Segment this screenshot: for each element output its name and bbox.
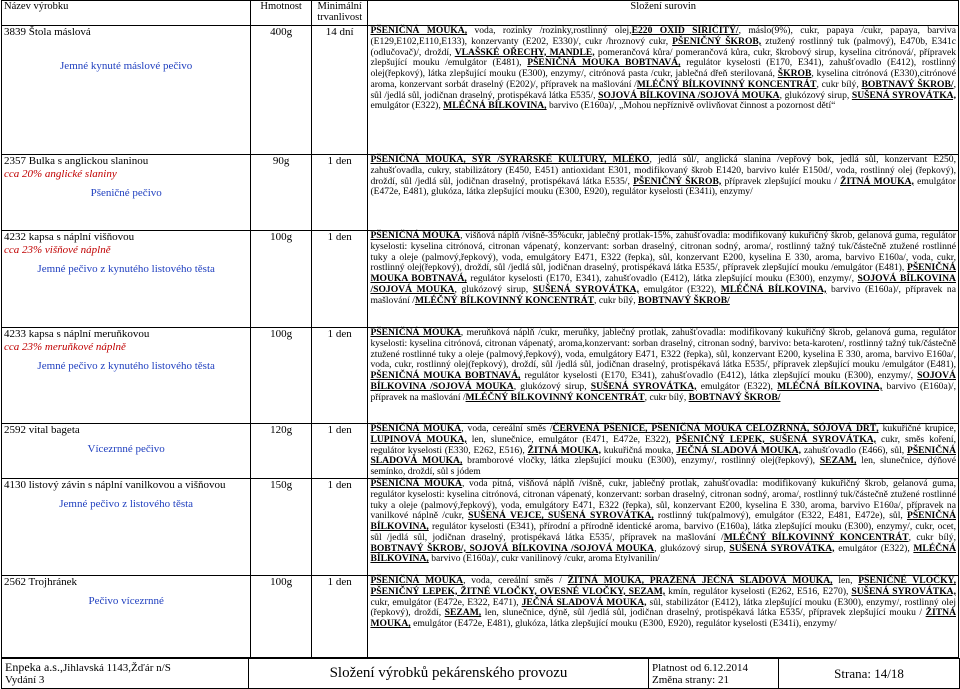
edition: Vydání 3 [5,674,45,686]
allergen-text: SUŠENÁ SYROVÁTKA, [532,283,639,295]
product-name-cell [2,155,251,231]
ingredient-text: , cukr bílý, [816,78,862,90]
ingredient-text: zahušťovadlo (E466), sůl, [801,444,907,456]
table-row [2,26,959,155]
ingredient-text: kmín, regulátor kyselosti (E262, E516, E270), [665,585,852,597]
product-mass: 100g [251,231,312,328]
ingredient-text: kukuřičné krupice, [878,423,956,434]
ingredient-text: len, slunečnice, dýně, sůl /jedlá sůl, jodičnan draselný, protispékavá látka E535/, přípravek zlepšující mouku / [481,607,926,619]
allergen-text: SUŠENÁ VEJCE, SUŠENÁ SYROVÁTKA, [468,510,654,522]
allergen-text: BOBTNAVÝ ŠKROB/ [638,294,730,306]
product-category: Jemné pečivo z listového těsta [59,498,194,510]
ingredient-text: bramborové vločky, látka zlepšující mouku (E300), enzymy/, rostlinný olej(řepkový), [462,455,820,467]
product-table [1,0,959,658]
product-category: Vícezrnné pečivo [87,443,165,455]
ingredient-text: emulgátor (E322), [370,100,444,112]
allergen-text: MLÉČNÁ BÍLKOVINA, [443,100,547,112]
allergen-text: SOJOVÁ BÍLKOVINA /SOJOVÁ MOUKA [598,89,780,101]
filling-percentage: cca 23% višňové náplně [4,244,111,256]
ingredient-text: len, slunečnice, emulgátor (E471, E472e, E322), [466,433,676,445]
product-mass: 100g [251,576,312,658]
ingredient-text: , višňová náplň /višně-35%cukr, jablečný protlak-15%, zahušťovadla: modifikovaný kukuřičný škrob, gelanová guma, regulátor kyselosti: kyselina citrónová, citronan vápenatý, konzervant: sorban draselný, citronan sodný, aroma/, rostlinný tažný tuk/částečně ztužené rostlinné tuky a oleje (palmový,řepkový), voda, emulgátory E471, E322 (řepka), sůl, konzervant E200, kyselina E 330, aroma, barvivo E160a/, voda, cukr, rostlinný olej(řepkový), droždí, sůl /jedlá sůl, jodičnan draselný, protispékavá látka E535/, přípravek zlepšující mouku /emulgátor (E481), [370,230,956,274]
min-shelf-life: 1 den [311,479,368,576]
allergen-text: SEZAM, [819,455,857,467]
ingredient-text: , voda, cereální směs / [461,423,553,434]
product-category: Jemné pečivo z kynutého listového těsta [37,263,215,275]
allergen-text: ČERVENÁ PŠENICE, PŠENIČNÁ MOUKA CELOZRNNÁ, SÓJOVÁ DRŤ, [552,423,879,434]
allergen-text: JEČNÁ SLADOVÁ MOUKA, [676,444,802,456]
allergen-text: MLÉČNÁ BÍLKOVINA, [777,380,883,392]
allergen-text: ŽITNÁ MOUKA, [840,175,914,187]
allergen-text: BOBTNAVÝ ŠKROB/, SOJOVÁ BÍLKOVINA /SOJOVÁ MOUKA [370,542,655,554]
ingredient-text: cukr, emulgátor (E472e, E322, E471), [370,596,522,608]
allergen-text: PŠENIČNÁ MOUKA [370,230,461,241]
filling-percentage: cca 20% anglické slaniny [4,168,117,180]
min-shelf-life: 1 den [311,155,368,231]
ingredient-text: barvivo (E160a)/, přípravek na mašlování / [370,283,956,306]
ingredient-text: , kyselina citrónová (E330),citrónové aroma, konzervant sorbát draselný (E202)/, přípravek na mašlování / [370,68,956,90]
table-header-row [2,1,959,26]
ingredient-text: barvivo (E160a)/, přípravek na mašlování / [370,380,956,403]
ingredient-text: cukr, směs koření, regulátor kyselosti (E330, E262, E516), [370,433,956,456]
ingredient-text: , cukr bílý, [644,391,689,403]
ingredient-text: , sůl /jedlá sůl, jodičnan draselný, protispékavá látka E535/, [370,78,956,101]
allergen-text: VLAŠSKÉ OŘECHY, MANDLE, [454,46,595,58]
product-title: 2592 vital bageta [4,424,80,436]
ingredient-text: sůl, stabilizátor (E412), látka zlepšující mouku (E300), enzymy/, rostlinný olej (řepkový), droždí, [370,596,956,619]
ingredient-text: voda, rozinky /rozinky,rostlinný olej, [467,25,632,36]
footer-table [1,658,960,689]
allergen-text: PŠENIČNÁ MOUKA, SÝR /SYRAŘSKÉ KULTURY, MLÉKO [370,154,650,165]
ingredient-text: , máslo(9%), cukr, papaya /cukr, papaya, barviva (E129,E102,E110,E133), konzervanty (E202, E330)/, cukr /hroznový cukr, [370,25,956,47]
product-category: Jemné pečivo z kynutého listového těsta [37,360,215,372]
allergen-text: MLÉČNÁ BÍLKOVINA, [370,542,956,565]
footer-page-number: Strana: 14/18 [779,659,960,689]
valid-from: Platnost od 6.12.2014 [652,661,748,674]
table-row [2,328,959,424]
allergen-text: MLÉČNÝ BÍLKOVINNÝ KONCENTRÁT [465,391,645,403]
col-header-mass: Hmotnost [251,1,312,26]
allergen-text: SOJOVÁ BÍLKOVINA /SOJOVÁ MOUKA [370,370,956,392]
product-title: 2562 Trojhránek [4,576,78,588]
product-mass: 100g [251,328,312,424]
allergen-text: PŠENIČNÉ VLOČKY, PŠENIČNÝ LEPEK, ŽITNÉ VLOČKY, OVESNÉ VLOČKY, SEZAM, [370,575,957,597]
allergen-text: ŠKROB [777,68,812,79]
ingredients-cell [368,576,959,658]
allergen-text: BOBTNAVÝ ŠKROB/ [861,78,954,90]
min-shelf-life: 1 den [311,424,368,479]
min-shelf-life: 1 den [311,576,368,658]
allergen-text: SUŠENÁ SYROVÁTKA, [729,542,835,554]
ingredients-cell [368,231,959,328]
allergen-text: PŠENIČNÝ ŠKROB, [633,175,722,187]
allergen-text: MLÉČNÝ BÍLKOVINNÝ KONCENTRÁT [636,78,817,90]
allergen-text: SUŠENÁ SYROVÁTKA, [590,380,697,392]
product-category: Pšeničné pečivo [90,187,162,199]
footer-company [2,659,249,689]
ingredient-text: rostlinný tuk(palmový), emulgátor (E322, E481, E472e), sůl, [653,510,907,522]
ingredient-text: barvivo (E160a)/, „Mohou nepříznivě ovlivňovat činnost a pozornost dětí“ [546,100,836,112]
ingredients-cell [368,155,959,231]
ingredient-text: kukuřičná mouka, [600,444,677,456]
product-title: 2357 Bulka s anglickou slaninou [4,155,149,167]
filling-percentage: cca 23% meruňkové náplně [4,341,126,353]
ingredient-text: , voda, cereální směs / [463,575,568,586]
col-header-name: Název výrobku [2,1,251,26]
product-title: 4233 kapsa s náplní meruňkovou [4,328,150,340]
allergen-text: SEZAM, [444,607,482,619]
allergen-text: JEČNÁ SLADOVÁ MOUKA, [521,596,647,608]
ingredient-text: ztužený rostlinný tuk (palmový), E470b, E341c (odlučovač)/, droždí, [370,35,956,58]
ingredient-text: regulátor kyselosti (E341), přírodní a přírodně identické aroma, barvivo (E160a), látka zlepšující mouku (E300), enzymy/, cukr, ocet, sůl /jedlá sůl, jodičnan draselný, protispékavá látka E535/, přípravek na mašlování / [370,521,956,543]
table-row [2,424,959,479]
ingredient-text: , meruňková náplň /cukr, meruňky, jablečný protlak, zahušťovadla: modifikovaný kukuřičný škrob, gelanová guma, regulátor kyselosti: kyselina citrónová, citronan vápenatý, aroma,konzervant: sorban draselný, citronan sodný, barvivo: beta-karoten/, rostlinný tažný tuk/částečně ztužené rostlinné tuky a oleje (palmový,řepkový), voda, emulgátory E471, E322 (řepka), sůl, konzervant E200, kyselina E 330, aroma, barvivo E160a/, voda, cukr, rostlinný olej(řepkový), droždí, sůl /jedlá sůl, jodičnan draselný, protispékavá látka E535/, přípravek zlepšující mouku /emulgátor (E481), [370,327,957,371]
product-category: Pečivo vícezrnné [88,595,164,607]
allergen-text: ŽITNÁ MOUKA, PRAŽENÁ JEČNÁ SLADOVÁ MOUKA, [567,575,833,586]
ingredient-text: emulgátor (E322), [639,283,721,295]
footer-validity [649,659,779,689]
product-category: Jemné kynuté máslové pečivo [60,60,193,72]
allergen-text: MLÉČNÝ BÍLKOVINNÝ KONCENTRÁT [723,531,909,543]
ingredient-text: emulgátor (E322), [834,542,914,554]
product-name-cell [2,576,251,658]
ingredient-text: emulgátor (E472e, E481), glukóza, látka zlepšující mouku (E300, E920), regulátor kyselosti (E341i), enzymy/ [370,175,956,198]
company-address: Jihlavská 1143,Žďár n/S [62,662,171,674]
product-name-cell [2,424,251,479]
table-row [2,155,959,231]
allergen-text: LUPINOVÁ MOUKA, [370,433,467,445]
allergen-text: PŠENIČNÁ MOUKA, [370,25,468,36]
footer-doc-title: Složení výrobků pekárenského provozu [249,659,649,689]
allergen-text: SUŠENÁ SYROVÁTKA, [851,585,956,597]
product-name-cell [2,231,251,328]
allergen-text: PŠENIČNÝ ŠKROB, [672,35,762,47]
allergen-text: PŠENIČNÁ MOUKA [370,478,462,489]
page-change: Změna strany: 21 [652,673,729,686]
table-row [2,576,959,658]
allergen-text: PŠENIČNÁ MOUKA BOBTNAVÁ, [370,262,956,284]
col-header-min: Minimální trvanlivost [311,1,368,26]
ingredient-text: , glukózový sirup, [513,380,591,392]
ingredient-text: , glukózový sirup, [454,283,533,295]
allergen-text: PŠENIČNÁ MOUKA [370,423,462,434]
allergen-text: PŠENIČNÁ MOUKA [370,327,461,338]
product-name-cell [2,328,251,424]
ingredient-text: , glukózový sirup, [654,542,730,554]
table-row [2,479,959,576]
product-mass: 400g [251,26,312,155]
product-name-cell [2,479,251,576]
ingredient-text: , glukózový sirup, [779,89,852,101]
min-shelf-life: 14 dní [311,26,368,155]
ingredient-text: len, slunečnice, dýňové semínko, droždí, sůl s jódem [370,455,956,477]
allergen-text: PŠENIČNÁ BÍLKOVINA, [370,510,957,532]
product-title: 4130 listový závin s náplní vanilkovou a višňovou [4,479,226,491]
allergen-text: SUŠENÁ SYROVÁTKA, [851,89,956,101]
ingredient-text: regulátor kyselosti (E170, E341), zahušťovadlo (E412), látka zlepšující mouku (E300), enzymy/, [466,273,858,284]
allergen-text: PŠENIČNÁ MOUKA BOBTNAVÁ, [370,370,521,381]
ingredient-text: regulátor kyselosti (E170, E341), zahušťovadlo (E412), látka zlepšující mouku (E300), enzymy/, [520,370,918,381]
allergen-text: PŠENIČNÝ LEPEK, SUŠENÁ SYROVÁTKA, [675,433,877,445]
ingredients-cell [368,424,959,479]
allergen-text: MLÉČNÝ BÍLKOVINNÝ KONCENTRÁT [414,294,595,306]
allergen-text: ŽITNÁ MOUKA, [370,607,956,629]
min-shelf-life: 1 den [311,328,368,424]
allergen-text: MLÉČNÁ BÍLKOVINA, [720,283,827,295]
product-mass: 150g [251,479,312,576]
ingredient-text: , voda pitná, višňová náplň /višně, cukr, jablečný protlak, zahušťovadla: modifikovaný kukuřičný škrob, gelanová guma, regulátor kyselosti: kyselina citrónová, citronan vápenatý, konzervant: sorban draselný, citronan sodný, aroma/, rostlinný tuk/částečně ztužené rostlinné tuky a oleje (palmový,řepkový), voda, emulgátory E471, E322 (řepka), sůl, konzervant E200, kyselina E 330, aroma, barvivo E160a/, přípravek na vanilkové náplně /cukr, [370,478,956,522]
product-title: 4232 kapsa s náplní višňovou [4,231,135,243]
ingredient-text: , cukr bílý, [594,294,639,306]
ingredient-text: regulátor kyselosti (E170, E341), zahušťovadlo (E412), rostlinný olej(řepkový), látka zlepšující mouku (E300), enzymy/, citrónová pasta /cukr, jablečná dřeň sterilovaná, [370,57,957,79]
ingredient-text: pomerančová kůra/ pomerančová kůra, cukr, škrobový sirup, kyselina citrónová/, přípravek zlepšující mouku /emulgátor (E481), [370,46,957,69]
table-row [2,231,959,328]
product-mass: 120g [251,424,312,479]
allergen-text: E220 OXID SIŘIČITÝ/ [631,25,739,36]
ingredient-text: len, [832,575,859,586]
product-title: 3839 Štola máslová [4,26,91,38]
allergen-text: PŠENIČNÁ MOUKA BOBTNAVÁ, [527,57,681,69]
product-mass: 90g [251,155,312,231]
ingredients-cell [368,26,959,155]
product-name-cell [2,26,251,155]
ingredient-text: emulgátor (E322), [696,380,778,392]
ingredient-text: , cukr bílý, [908,531,956,543]
company-name: Enpeka a.s., [5,660,63,674]
ingredients-cell [368,479,959,576]
min-shelf-life: 1 den [311,231,368,328]
ingredient-text: barvivo (E160a)/, cukr vanilinový /cukr, aroma Etylvanilin/ [428,553,660,565]
allergen-text: ŽITNÁ MOUKA, [527,444,601,456]
ingredient-text: , jedlá sůl/, anglická slanina /vepřový bok, jedlá sůl, konzervant E250, zahušťovadla, cukry, stabilizátory (E450, E451) antioxidant E301, modifikovaný škrob E1420, barvivo kulér E150d/, voda, rostlinný olej (řepkový), droždí, sůl /jedlá sůl, jodičnan draselný, protispékavá látka E535/, [370,154,956,187]
ingredient-text: emulgátor (E472e, E481), glukóza, látka zlepšující mouku (E300, E920), regulátor kyselosti (E341i), enzymy/ [410,618,837,629]
allergen-text: BOBTNAVÝ ŠKROB/ [688,391,781,403]
allergen-text: PŠENIČNÁ SLADOVÁ MOUKA, [370,444,956,467]
ingredient-text: přípravek zlepšující mouku / [721,175,841,187]
col-header-comp: Složení surovin [368,1,959,26]
allergen-text: SOJOVÁ BÍLKOVINA /SOJOVÁ MOUKA [370,273,956,295]
allergen-text: PŠENIČNÁ MOUKA [370,575,464,586]
ingredients-cell [368,328,959,424]
